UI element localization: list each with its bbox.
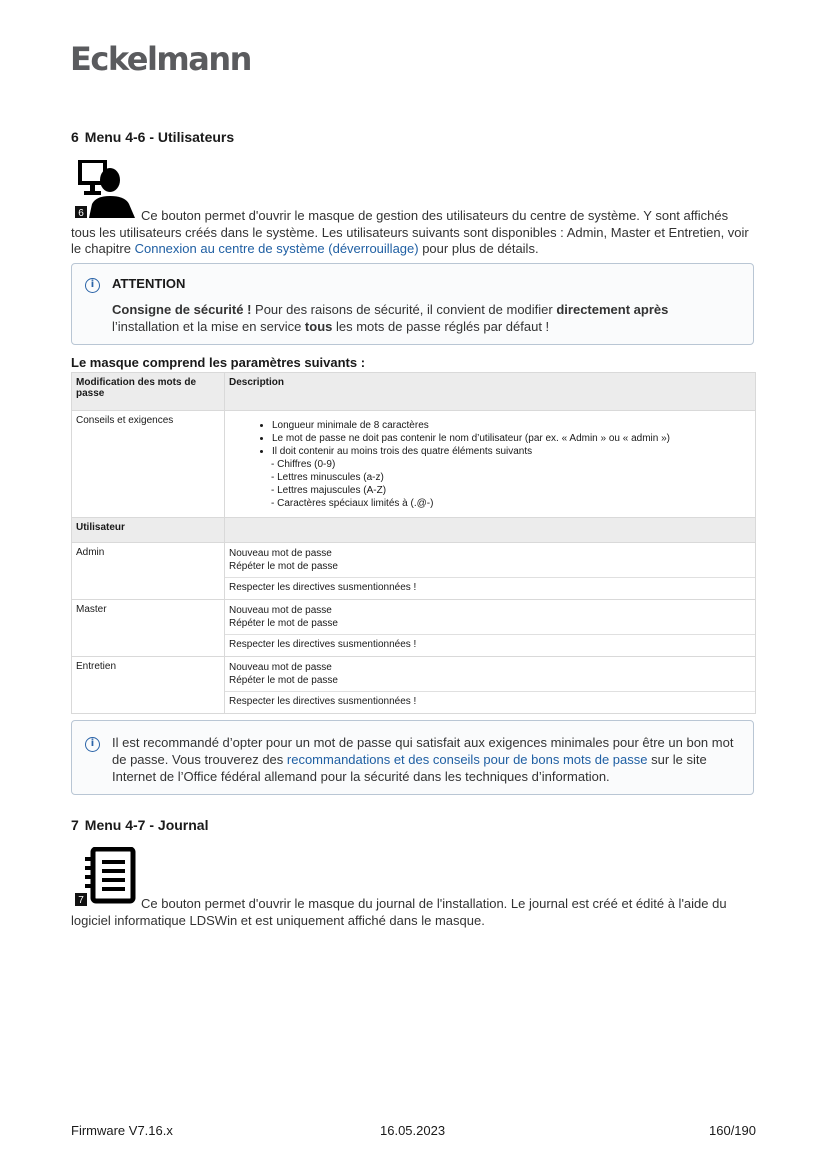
conseils-label: Conseils et exigences [72, 411, 225, 518]
section-6-number: 6 [71, 129, 79, 145]
attention-text-3: les mots de passe réglés par défaut ! [332, 319, 550, 334]
requirement-sub-item: - Chiffres (0-9) [271, 459, 336, 470]
table-header-row [72, 373, 756, 411]
user-description [225, 600, 756, 657]
user-name-admin: Admin [72, 543, 225, 600]
recommendation-post: sur le site Internet de l’Office fédéral allemand pour la sécurité dans les techniques d’information. [112, 752, 707, 784]
list-item: • Il doit contenir au moins trois des quatre éléments suivants [272, 445, 751, 458]
user-name-master: Master [72, 600, 225, 657]
conseils-description [225, 411, 756, 518]
col-header-description: Description [225, 373, 756, 411]
eckelmann-logo: Eckelmann [70, 40, 251, 78]
repeat-password-label: Répéter le mot de passe [229, 675, 338, 686]
user-header-empty [225, 518, 756, 543]
attention-title: ATTENTION [112, 276, 186, 291]
attention-strong-3: tous [304, 319, 333, 334]
requirements-list [229, 415, 751, 458]
section-7-title: Menu 4-7 - Journal [84, 817, 209, 833]
attention-text [112, 301, 732, 335]
user-header: Utilisateur [72, 518, 225, 543]
list-item: • Longueur minimale de 8 caractères [272, 419, 751, 432]
directive-note: Respecter les directives susmentionnées ! [225, 577, 755, 593]
user-description [225, 657, 756, 714]
section-6-title: Menu 4-6 - Utilisateurs [84, 129, 235, 145]
info-icon: i [85, 278, 100, 293]
footer-firmware: Firmware V7.16.x [71, 1123, 173, 1138]
table-heading: Le masque comprend les paramètres suivants : [71, 355, 366, 370]
section-6-intro [71, 208, 756, 258]
recommendation-text [112, 734, 742, 785]
new-password-label: Nouveau mot de passe [229, 605, 332, 616]
section-7-number: 7 [71, 817, 79, 833]
table-row [72, 657, 756, 714]
footer-page-number: 160/190 [709, 1123, 756, 1138]
requirement-sub-item: - Lettres minuscules (a-z) [271, 472, 384, 483]
section-7-heading [71, 817, 208, 833]
icon-badge-6: 6 [78, 208, 84, 218]
col-header-modification: Modification des mots de passe [72, 373, 225, 411]
attention-strong-2: directement après [556, 302, 669, 317]
info-icon: i [85, 737, 100, 752]
directive-note: Respecter les directives susmentionnées ! [225, 691, 755, 707]
repeat-password-label: Répéter le mot de passe [229, 618, 338, 629]
directive-note: Respecter les directives susmentionnées ! [225, 634, 755, 650]
new-password-label: Nouveau mot de passe [229, 548, 332, 559]
new-password-label: Nouveau mot de passe [229, 662, 332, 673]
recommendation-pre: Il est recommandé d’opter pour un mot de passe qui satisfait aux exigences minimales pour être un bon mot de passe. Vous trouverez des [112, 735, 734, 767]
user-name-entretien: Entretien [72, 657, 225, 714]
parameters-table [71, 372, 756, 714]
table-row [72, 411, 756, 518]
attention-strong-1: Consigne de sécurité ! [112, 302, 252, 317]
user-description [225, 543, 756, 600]
attention-text-2: l’installation et la mise en service [112, 319, 305, 334]
requirement-sub-item: - Lettres majuscules (A-Z) [271, 485, 387, 496]
attention-box [71, 263, 754, 345]
repeat-password-label: Répéter le mot de passe [229, 561, 338, 572]
requirement-sub-item: - Caractères spéciaux limités à (.@-) [271, 498, 434, 509]
section-6-heading [71, 129, 234, 145]
journal-intro-text: Ce bouton permet d'ouvrir le masque du journal de l'installation. Le journal est créé et édité à l'aide du logiciel informatique LDSWin et est uniquement affiché dans le masque. [71, 896, 727, 928]
table-row [72, 600, 756, 657]
password-advice-link[interactable]: recommandations et des conseils pour de bons mots de passe [286, 752, 648, 767]
section-7-intro [71, 896, 756, 929]
attention-text-1: Pour des raisons de sécurité, il convient de modifier [251, 302, 557, 317]
footer-date: 16.05.2023 [380, 1123, 446, 1138]
user-header-row [72, 518, 756, 543]
login-chapter-link[interactable]: Connexion au centre de système (déverrouillage) [134, 241, 419, 256]
intro-text: Ce bouton permet d'ouvrir le masque de gestion des utilisateurs du centre de système. Y sont affichés tous les utilisateurs créés dans le système. Les utilisateurs suivants sont disponibles : Admin, Master et Entretien, voir le chapitre [71, 208, 749, 256]
list-item: • Le mot de passe ne doit pas contenir le nom d’utilisateur (par ex. « Admin » ou « admin ») [272, 432, 751, 445]
recommendation-box [71, 720, 754, 795]
intro-post: pour plus de détails. [418, 241, 539, 256]
icon-badge-7: 7 [78, 895, 84, 906]
table-row [72, 543, 756, 600]
